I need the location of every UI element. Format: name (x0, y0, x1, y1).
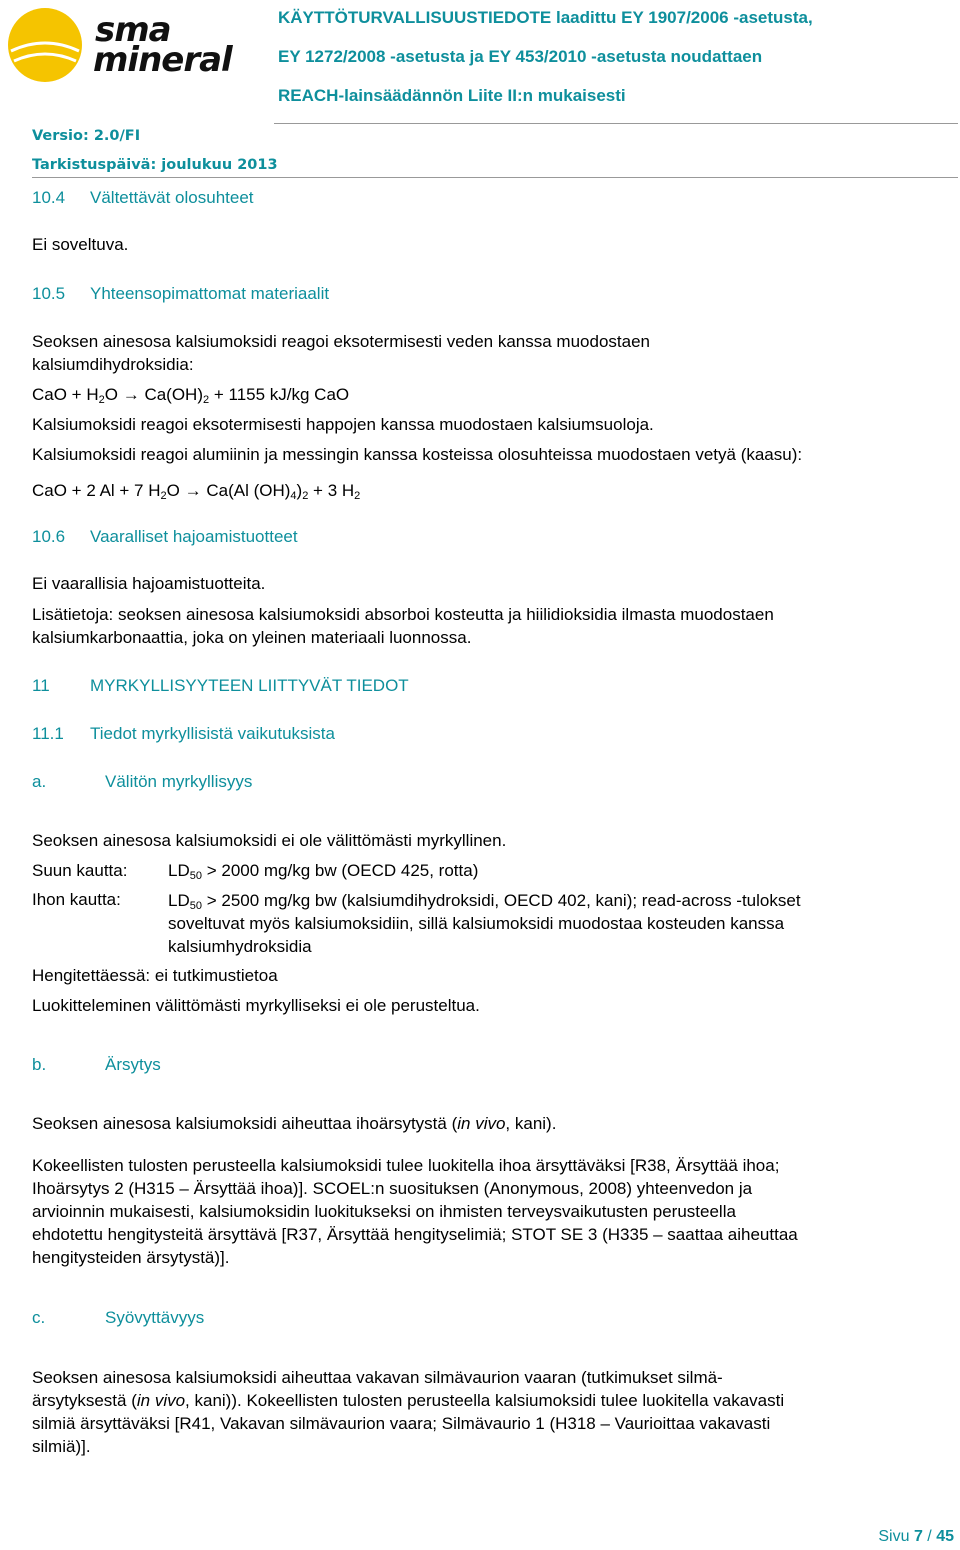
brand-line2: mineral (93, 40, 232, 80)
text-line: kalsiumhydroksidia (168, 937, 312, 956)
dermal-value (168, 889, 948, 958)
ld-sub: 50 (189, 870, 202, 882)
text-line: silmiä ärsyttäväksi [R41, Vakavan silmävaurion vaara; Silmävaurio 1 (H318 – Vaurioittaa vakavasti (32, 1414, 771, 1433)
reaction-arrow-icon: → (184, 481, 202, 500)
section-10-5-heading (32, 283, 330, 305)
dermal-label: Ihon kautta: (32, 890, 121, 909)
eq-sub: 2 (302, 490, 309, 502)
header-title-line3: REACH-lainsäädännön Liite II:n mukaisesti (278, 86, 626, 105)
brand-line1: sma (95, 10, 171, 50)
eq-part: Ca(Al (OH) (206, 481, 291, 500)
section-title: MYRKYLLISYYTEEN LIITTYVÄT TIEDOT (90, 676, 409, 695)
eq-part: Ca(OH) (144, 385, 203, 404)
text-line: Seoksen ainesosa kalsiumoksidi reagoi eksotermisesti veden kanssa muodostaen (32, 332, 651, 351)
subsection-c-heading (32, 1307, 205, 1329)
eq-sub: 2 (203, 394, 210, 406)
header-title-line2: EY 1272/2008 -asetusta ja EY 453/2010 -asetusta noudattaen (278, 47, 763, 66)
section-number: 10.4 (32, 188, 66, 207)
text-line: Seoksen ainesosa kalsiumoksidi aiheuttaa vakavan silmävaurion vaaran (tutkimukset silmä- (32, 1368, 723, 1387)
ld-label: LD (168, 891, 190, 910)
section-number: 10.6 (32, 527, 66, 546)
equation-1 (32, 384, 349, 406)
page-separator: / (927, 1528, 932, 1545)
oral-label: Suun kautta: (32, 861, 128, 880)
acute-toxicity-intro: Seoksen ainesosa kalsiumoksidi ei ole välittömästi myrkyllinen. (32, 831, 507, 850)
text-line: kalsiumdihydroksidia: (32, 355, 194, 374)
text-line: Lisätietoja: seoksen ainesosa kalsiumoksidi absorboi kosteutta ja hiilidioksidia ilmasta muodostaen (32, 605, 774, 624)
subsection-title: Välitön myrkyllisyys (105, 772, 253, 791)
eq-part: ) (296, 481, 303, 500)
subsection-title: Ärsytys (105, 1055, 161, 1074)
section-number: 11 (32, 676, 50, 695)
text-line: Kokeellisten tulosten perusteella kalsiumoksidi tulee luokitella ihoa ärsyttäväksi [R38, Ärsyttää ihoa; (32, 1156, 780, 1175)
text-italic: in vivo (457, 1114, 506, 1133)
text-line: kalsiumkarbonaattia, joka on yleinen materiaali luonnossa. (32, 628, 472, 647)
corrosivity-paragraph (32, 1366, 957, 1458)
ld-label: LD (168, 861, 190, 880)
section-title: Yhteensopimattomat materiaalit (90, 284, 330, 303)
classification-text: Luokitteleminen välittömästi myrkylliseksi ei ole perusteltua. (32, 996, 480, 1015)
eq-sub: 2 (98, 394, 105, 406)
section-10-5-paragraph1 (32, 330, 952, 376)
subsection-b-heading (32, 1054, 161, 1076)
revision-date: Tarkistuspäivä: joulukuu 2013 (32, 157, 278, 173)
text-part: ärsytyksestä ( (32, 1391, 137, 1410)
text-line: soveltuvat myös kalsiumoksidiin, sillä kalsiumoksidi muodostaa kosteuden kanssa (168, 914, 785, 933)
subsection-letter: b. (32, 1055, 47, 1074)
subsection-letter: a. (32, 772, 47, 791)
section-10-4-text: Ei soveltuva. (32, 235, 129, 254)
inhalation-text: Hengitettäessä: ei tutkimustietoa (32, 966, 278, 985)
eq-part: CaO + H (32, 385, 99, 404)
reaction-arrow-icon: → (122, 385, 140, 404)
section-10-5-paragraph3: Kalsiumoksidi reagoi alumiinin ja messingin kanssa kosteissa olosuhteissa muodostaen vetyä (kaasu): (32, 445, 803, 464)
subsection-a-heading (32, 771, 253, 793)
text-line (32, 1389, 957, 1412)
subsection-title: Syövyttävyys (105, 1308, 205, 1327)
company-logo (5, 5, 265, 85)
text-line: arvioinnin mukaisesti, kalsiumoksidin luokitukseksi on ihmisten terveysvaikutusten perusteella (32, 1202, 736, 1221)
section-11-heading (32, 675, 409, 697)
ld-sub: 50 (189, 900, 202, 912)
eq-part: CaO + 2 Al + 7 H (32, 481, 161, 500)
version-label: Versio: 2.0/FI (32, 128, 141, 144)
section-10-4-heading (32, 187, 254, 209)
text-line: Ihoärsytys 2 (H315 – Ärsyttää ihoa)]. SCOEL:n suosituksen (Anonymous, 2008) yhteenvedon ja (32, 1179, 753, 1198)
page-label: Sivu (878, 1528, 910, 1545)
text-part: Seoksen ainesosa kalsiumoksidi aiheuttaa ihoärsytystä ( (32, 1114, 458, 1133)
header-title-line1: KÄYTTÖTURVALLISUUSTIEDOTE laadittu EY 1907/2006 -asetusta, (278, 8, 813, 27)
section-11-1-heading (32, 723, 335, 745)
header-bottom-rule (32, 177, 958, 178)
eq-part: O (104, 385, 118, 404)
eq-part: + 3 H (308, 481, 355, 500)
section-10-6-text1: Ei vaarallisia hajoamistuotteita. (32, 574, 266, 593)
section-10-5-paragraph2: Kalsiumoksidi reagoi eksotermisesti happojen kanssa muodostaen kalsiumsuoloja. (32, 415, 654, 434)
text-line: silmiä)]. (32, 1437, 91, 1456)
section-10-6-heading (32, 526, 298, 548)
total-pages: 45 (936, 1528, 954, 1545)
page-number (878, 1528, 954, 1546)
ld-value: > 2500 mg/kg bw (kalsiumdihydroksidi, OECD 402, kani); read-across -tulokset (201, 891, 801, 910)
eq-sub: 2 (160, 490, 167, 502)
ld-value: > 2000 mg/kg bw (OECD 425, rotta) (201, 861, 479, 880)
text-line: hengitysteiden ärsytystä)]. (32, 1248, 230, 1267)
eq-part: O (166, 481, 180, 500)
text-italic: in vivo (136, 1391, 186, 1410)
section-10-6-text2 (32, 603, 952, 649)
current-page: 7 (913, 1528, 923, 1545)
sun-logo-icon (5, 5, 85, 85)
subsection-letter: c. (32, 1308, 46, 1327)
section-number: 11.1 (32, 724, 64, 743)
irritation-paragraph2 (32, 1154, 957, 1269)
text-line: ehdotettu hengitysteitä ärsyttävä [R37, Ärsyttää hengityselimiä; STOT SE 3 (H335 – saattaa aiheuttaa (32, 1225, 798, 1244)
section-title: Vaaralliset hajoamistuotteet (90, 527, 298, 546)
section-title: Tiedot myrkyllisistä vaikutuksista (90, 724, 335, 743)
text-part: , kani). (505, 1114, 557, 1133)
header-rule (274, 123, 958, 124)
section-number: 10.5 (32, 284, 66, 303)
text-part: , kani)). Kokeellisten tulosten perusteella kalsiumoksidi tulee luokitella vakavasti (185, 1391, 785, 1410)
equation-2 (32, 480, 360, 502)
eq-sub: 2 (354, 490, 361, 502)
oral-value (168, 860, 478, 882)
irritation-paragraph1 (32, 1113, 556, 1135)
section-title: Vältettävät olosuhteet (90, 188, 254, 207)
eq-part: + 1155 kJ/kg CaO (209, 385, 350, 404)
eq-sub: 4 (290, 490, 297, 502)
